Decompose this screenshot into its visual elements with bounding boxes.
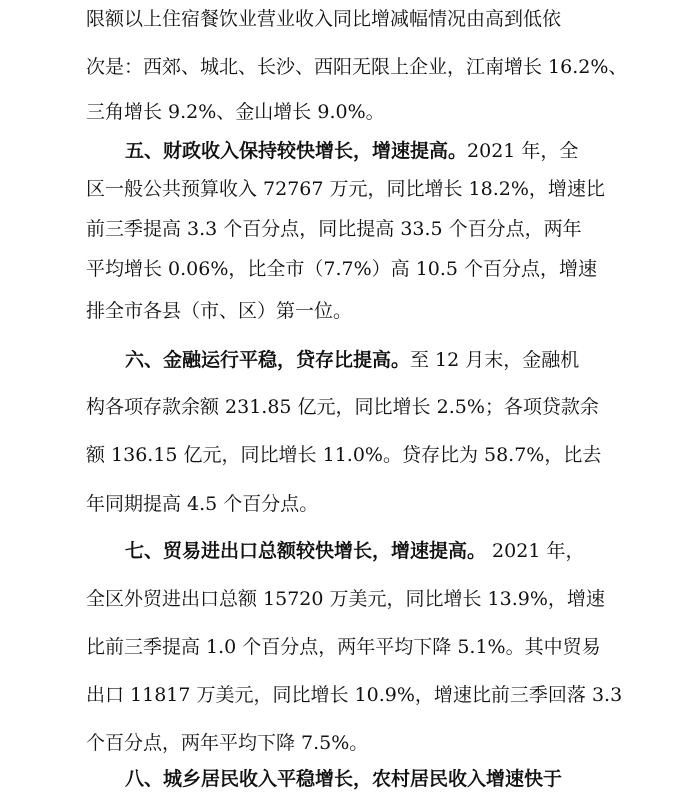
paragraph-line [86, 254, 687, 284]
line-text: 排全市各县（市、区）第一位。 [86, 300, 353, 322]
paragraph-line [86, 584, 687, 614]
section-title: 五、财政收入保持较快增长，增速提高。 [125, 140, 468, 162]
paragraph-line [86, 440, 687, 470]
line-text: 前三季提高 3.3 个百分点，同比提高 33.5 个百分点，两年 [86, 218, 582, 240]
paragraph-line [86, 97, 687, 127]
section-title: 六、金融运行平稳，贷存比提高。 [125, 349, 411, 371]
paragraph-line [86, 52, 687, 82]
section-heading-fiscal [125, 136, 687, 166]
line-text: 平均增长 0.06%，比全市（7.7%）高 10.5 个百分点，增速 [86, 258, 598, 280]
paragraph-line [86, 4, 687, 34]
paragraph-line [86, 680, 687, 710]
section-heading-trade [125, 536, 687, 566]
line-text: 区一般公共预算收入 72767 万元，同比增长 18.2%，增速比 [86, 178, 605, 200]
paragraph-line [86, 392, 687, 422]
paragraph-line [86, 728, 687, 758]
paragraph-line [86, 174, 687, 204]
section-heading-income [125, 764, 687, 794]
line-text: 三角增长 9.2%、金山增长 9.0%。 [86, 101, 385, 123]
line-text: 全区外贸进出口总额 15720 万美元，同比增长 13.9%，增速 [86, 588, 605, 610]
paragraph-line [86, 296, 687, 326]
section-heading-finance [125, 345, 687, 375]
paragraph-line [86, 632, 687, 662]
line-text: 至 12 月末，金融机 [410, 349, 580, 371]
line-text: 2021 年，全 [467, 140, 579, 162]
line-text: 比前三季提高 1.0 个百分点，两年平均下降 5.1%。其中贸易 [86, 636, 601, 658]
paragraph-line [86, 214, 687, 244]
section-title: 七、贸易进出口总额较快增长，增速提高。 [125, 540, 487, 562]
line-text: 个百分点，两年平均下降 7.5%。 [86, 732, 369, 754]
line-text: 构各项存款余额 231.85 亿元，同比增长 2.5%；各项贷款余 [86, 396, 599, 418]
line-text: 年同期提高 4.5 个百分点。 [86, 493, 319, 515]
line-text: 2021 年， [486, 540, 585, 562]
line-text: 限额以上住宿餐饮业营业收入同比增减幅情况由高到低依 [86, 8, 562, 30]
section-title: 八、城乡居民收入平稳增长，农村居民收入增速快于 [125, 768, 563, 790]
paragraph-line [86, 489, 687, 519]
line-text: 次是：西郊、城北、长沙、西阳无限上企业，江南增长 16.2%、 [86, 56, 628, 78]
line-text: 出口 11817 万美元，同比增长 10.9%，增速比前三季回落 3.3 [86, 684, 623, 706]
line-text: 额 136.15 亿元，同比增长 11.0%。贷存比为 58.7%，比去 [86, 444, 602, 466]
